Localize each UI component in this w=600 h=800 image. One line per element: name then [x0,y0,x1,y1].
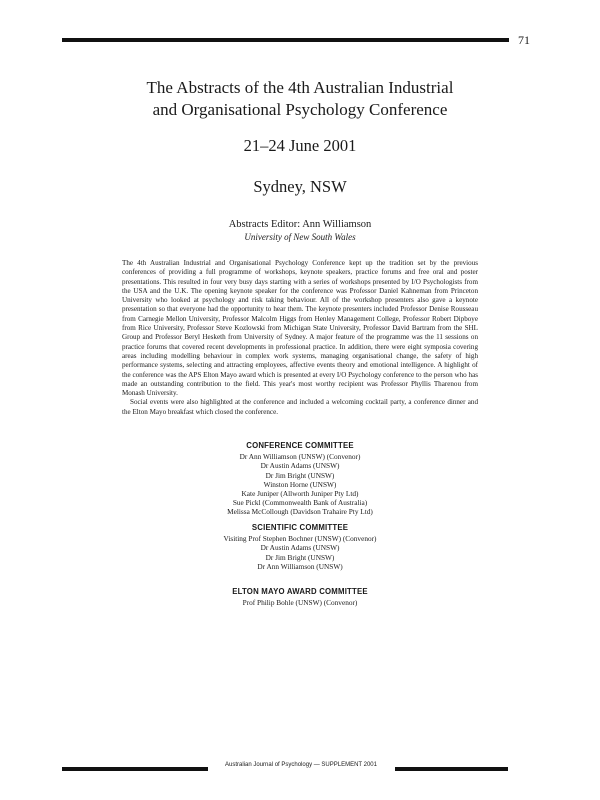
committee-member: Dr Ann Williamson (UNSW) [257,561,343,571]
editor-name: Abstracts Editor: Ann Williamson [228,219,372,230]
committee-member: Dr Austin Adams (UNSW) [260,461,340,471]
committee-heading: CONFERENCE COMMITTEE [246,441,354,450]
scientific-committee [150,523,450,571]
footer-rule-right [395,767,508,771]
conference-venue: Sydney, NSW [253,177,347,196]
committee-member: Sue Pickl (Commonwealth Bank of Australia) [232,498,368,508]
committee-member: Kate Juniper (Allworth Juniper Pty Ltd) [241,489,359,499]
committee-member: Melissa McCollough (Davidson Trahaire Pty Ltd) [227,507,373,517]
conference-dates: 21–24 June 2001 [243,136,357,155]
title-line-1: The Abstracts of the 4th Australian Industrial [146,78,454,97]
body-text [122,259,478,417]
page-number: 71 [518,33,530,47]
journal-footer: Australian Journal of Psychology — SUPPLEMENT 2001 [225,762,377,768]
body-paragraph-1: The 4th Australian Industrial and Organisational Psychology Conference kept up the tradition set by the previous conferences of providing a full programme of workshops, keynote speakers, practice forums and free oral and poster presentations. This resulted in four very busy days starting with a series of workshops presented by I/O Psychologists from the USA and the U.K. The opening keynote speaker for the conference was Professor Daniel Kahneman from Princeton University who looked at psychology and risk taking behaviour. All of the workshop presenters also gave a keynote presentation so that everyone had the opportunity to hear them. The keynote presenters included Professor Denise Rousseau from Carnegie Mellon University, Professor Malcolm Higgs from Henley Management College, Professor Robert Dipboye from Rice University, Professor Steve Kozlowski from Michigan State University, Professor David Bartram from the SHL Group and Professor Beryl Hesketh from University of Sydney. A major feature of the programme was the 11 sessions on practice forums that covered recent developments in professional practice. In addition, there were eight symposia covering areas including modelling behaviour in complex work systems, managing organisational change, the safety of high performance systems, selecting and attracting employees, affective events theory and emotional intelligence. A highlight of the conference was the APS Elton Mayo award which is presented at every I/O Psychology conference to the person who has made an outstanding contribution to the field. This year's most worthy recipient was Professor Phyllis Tharenou from Monash University. [122,259,478,398]
body-paragraph-2: Social events were also highlighted at the conference and included a welcoming cocktail party, a conference dinner and the Elton Mayo breakfast which closed the conference. [122,398,478,416]
top-rule [62,38,509,42]
page-title [80,77,520,121]
editor-block [100,218,500,244]
committee-member: Prof Philip Bohle (UNSW) (Convenor) [242,598,358,608]
editor-affiliation: University of New South Wales [244,232,356,242]
elton-mayo-award-committee [150,587,450,607]
committee-member: Winston Horne (UNSW) [263,479,337,489]
committee-member: Visiting Prof Stephen Bochner (UNSW) (Convenor) [223,534,377,544]
title-line-2: and Organisational Psychology Conference [152,100,448,119]
footer-rule-left [62,767,208,771]
committee-heading: SCIENTIFIC COMMITTEE [251,523,349,532]
committee-member: Dr Ann Williamson (UNSW) (Convenor) [239,452,361,462]
conference-committee [150,441,450,517]
committee-member: Dr Austin Adams (UNSW) [260,543,340,553]
committee-heading: ELTON MAYO AWARD COMMITTEE [232,587,368,596]
committee-member: Dr Jim Bright (UNSW) [265,470,335,480]
committee-member: Dr Jim Bright (UNSW) [265,552,335,562]
